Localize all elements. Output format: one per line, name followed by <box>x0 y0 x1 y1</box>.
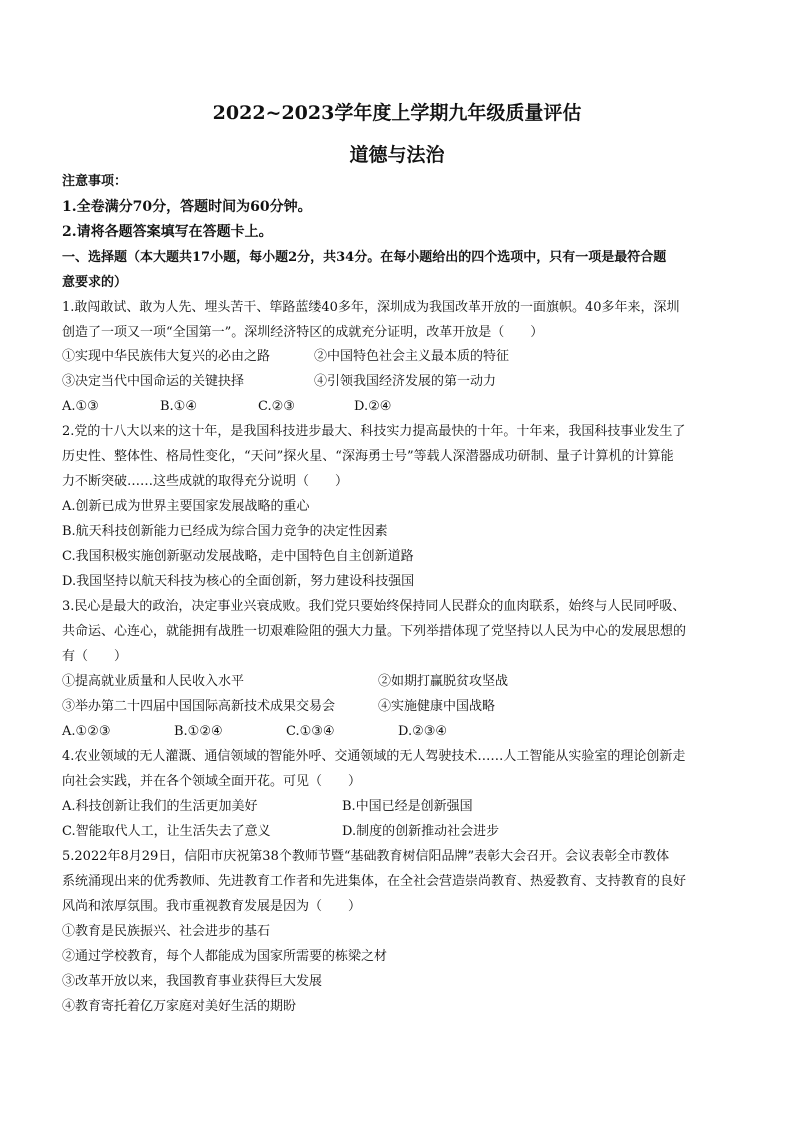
q4-option-c: C.智能取代人工，让生活失去了意义 <box>62 824 271 839</box>
section-1-instructions-line-2: 意要求的） <box>62 275 128 290</box>
q3-statement-4: ④实施健康中国战略 <box>378 699 496 714</box>
q2-option-a: A.创新已成为世界主要国家发展战略的重心 <box>62 499 310 514</box>
q2-option-c: C.我国积极实施创新驱动发展战略，走中国特色自主创新道路 <box>62 549 414 564</box>
q1-stem-line-1: 1.敢闯敢试、敢为人先、埋头苦干、筚路蓝缕40多年，深圳成为我国改革开放的一面旗帜。40多年来，深圳 <box>62 300 680 315</box>
q3-option-c: C.①③④ <box>286 724 335 739</box>
q5-stem-line-1: 5.2022年8月29日，信阳市庆祝第38个教师节暨“基础教育树信阳品牌”表彰大会召开。会议表彰全市教体 <box>62 849 670 864</box>
q1-statement-1: ①实现中华民族伟大复兴的必由之路 <box>62 349 271 364</box>
q5-stem-line-2: 系统涌现出来的优秀教师、先进教育工作者和先进集体，在全社会营造崇尚教育、热爱教育、支持教育的良好 <box>62 874 687 889</box>
q4-option-d: D.制度的创新推动社会进步 <box>342 824 500 839</box>
q3-option-b: B.①②④ <box>174 724 223 739</box>
q3-statement-2: ②如期打赢脱贫攻坚战 <box>378 674 509 689</box>
q2-stem-line-3: 力不断突破……这些成就的取得充分说明（ ） <box>62 474 349 489</box>
subject-title: 道德与法治 <box>349 144 445 166</box>
q4-stem-line-1: 4.农业领域的无人灌溉、通信领域的智能外呼、交通领域的无人驾驶技术……人工智能从实验室的理论创新走 <box>62 749 686 764</box>
q4-option-a: A.科技创新让我们的生活更加美好 <box>62 799 258 814</box>
q3-stem-line-2: 共命运、心连心，就能拥有战胜一切艰难险阻的强大力量。下列举措体现了党坚持以人民为中心的发展思想的 <box>62 624 687 639</box>
q1-statement-2: ②中国特色社会主义最本质的特征 <box>314 349 510 364</box>
q1-option-a: A.①③ <box>62 399 99 414</box>
notes-heading: 注意事项： <box>62 174 128 189</box>
q4-option-b: B.中国已经是创新强国 <box>342 799 473 814</box>
q5-stem-line-3: 风尚和浓厚氛围。我市重视教育发展是因为（ ） <box>62 899 362 914</box>
exam-title: 2022~2023学年度上学期九年级质量评估 <box>212 102 582 124</box>
q4-stem-line-2: 向社会实践，并在各个领域全面开花。可见（ ） <box>62 774 362 789</box>
q1-option-c: C.②③ <box>258 399 295 414</box>
q2-stem-line-2: 历史性、整体性、格局性变化，“天问”探火星、“深海勇士号”等载人深潜器成功研制、量子计算机的计算能 <box>62 449 674 464</box>
q2-stem-line-1: 2.党的十八大以来的这十年，是我国科技进步最大、科技实力提高最快的十年。十年来，我国科技事业发生了 <box>62 424 686 439</box>
q3-statement-3: ③举办第二十四届中国国际高新技术成果交易会 <box>62 699 336 714</box>
q3-stem-line-1: 3.民心是最大的政治，决定事业兴衰成败。我们党只要始终保持同人民群众的血肉联系，始终与人民同呼吸、 <box>62 599 686 614</box>
q2-option-d: D.我国坚持以航天科技为核心的全面创新，努力建设科技强国 <box>62 574 415 589</box>
q3-stem-line-3: 有（ ） <box>62 649 128 664</box>
note-2: 2.请将各题答案填写在答题卡上。 <box>62 224 273 240</box>
q3-statement-1: ①提高就业质量和人民收入水平 <box>62 674 245 689</box>
q5-statement-2: ②通过学校教育，每个人都能成为国家所需要的栋梁之材 <box>62 949 388 964</box>
q5-statement-4: ④教育寄托着亿万家庭对美好生活的期盼 <box>62 999 297 1014</box>
q3-option-d: D.②③④ <box>398 724 448 739</box>
q5-statement-1: ①教育是民族振兴、社会进步的基石 <box>62 924 271 939</box>
note-1: 1.全卷满分70分，答题时间为60分钟。 <box>62 199 312 215</box>
q1-statement-4: ④引领我国经济发展的第一动力 <box>314 374 497 389</box>
q1-statement-3: ③决定当代中国命运的关键抉择 <box>62 374 245 389</box>
q2-option-b: B.航天科技创新能力已经成为综合国力竞争的决定性因素 <box>62 524 388 539</box>
section-1-instructions-line-1: 一、选择题（本大题共17小题，每小题2分，共34分。在每小题给出的四个选项中，只有一项是最符合题 <box>62 250 667 265</box>
q3-option-a: A.①②③ <box>62 724 111 739</box>
q1-option-d: D.②④ <box>354 399 392 414</box>
q1-option-b: B.①④ <box>160 399 197 414</box>
q5-statement-3: ③改革开放以来，我国教育事业获得巨大发展 <box>62 974 323 989</box>
q1-stem-line-2: 创造了一项又一项“全国第一”。深圳经济特区的成就充分证明，改革开放是（ ） <box>62 325 544 340</box>
